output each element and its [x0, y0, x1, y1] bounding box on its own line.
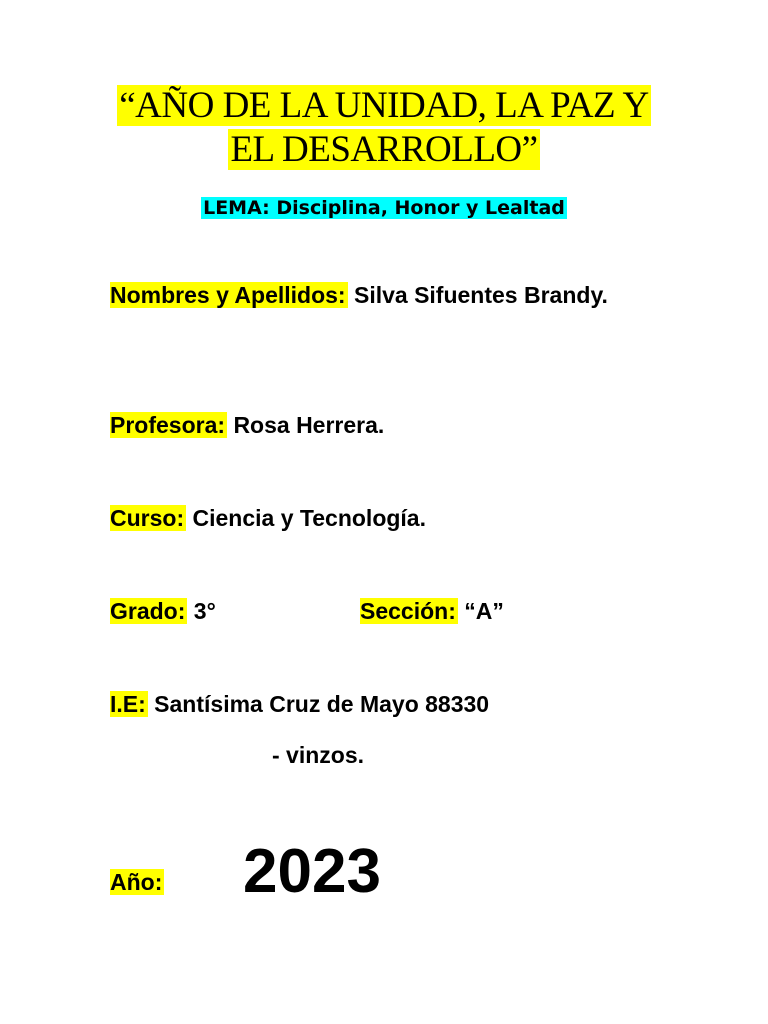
- anio-label: Año:: [110, 869, 163, 895]
- ie-field: [110, 684, 489, 724]
- anio-field: [110, 862, 164, 902]
- nombres-value: Silva Sifuentes Brandy.: [353, 282, 608, 308]
- lema-text: LEMA: Disciplina, Honor y Lealtad: [203, 197, 565, 219]
- curso-label: Curso:: [110, 505, 185, 531]
- nombres-label: Nombres y Apellidos:: [110, 282, 346, 308]
- curso-field: [110, 498, 426, 538]
- curso-value: Ciencia y Tecnología.: [192, 505, 426, 531]
- document-title: [0, 84, 768, 172]
- seccion-label: Sección:: [360, 598, 456, 624]
- profesora-label: Profesora:: [110, 412, 226, 438]
- grado-value: 3°: [193, 598, 216, 624]
- seccion-value: “A”: [464, 598, 504, 624]
- ie-value-cont: - vinzos.: [272, 742, 365, 768]
- ie-label: I.E:: [110, 691, 146, 717]
- ie-value: Santísima Cruz de Mayo 88330: [154, 691, 490, 717]
- anio-value: 2023: [243, 837, 381, 906]
- grado-label: Grado:: [110, 598, 186, 624]
- ie-value-continuation: [272, 735, 364, 775]
- title-line-2: EL DESARROLLO”: [230, 129, 538, 170]
- lema-block: [0, 194, 768, 222]
- seccion-field: [360, 591, 504, 631]
- profesora-field: [110, 405, 384, 445]
- nombres-field: [110, 275, 650, 315]
- title-line-1: “AÑO DE LA UNIDAD, LA PAZ Y: [119, 85, 649, 126]
- profesora-value: Rosa Herrera.: [233, 412, 385, 438]
- grado-field: [110, 591, 216, 631]
